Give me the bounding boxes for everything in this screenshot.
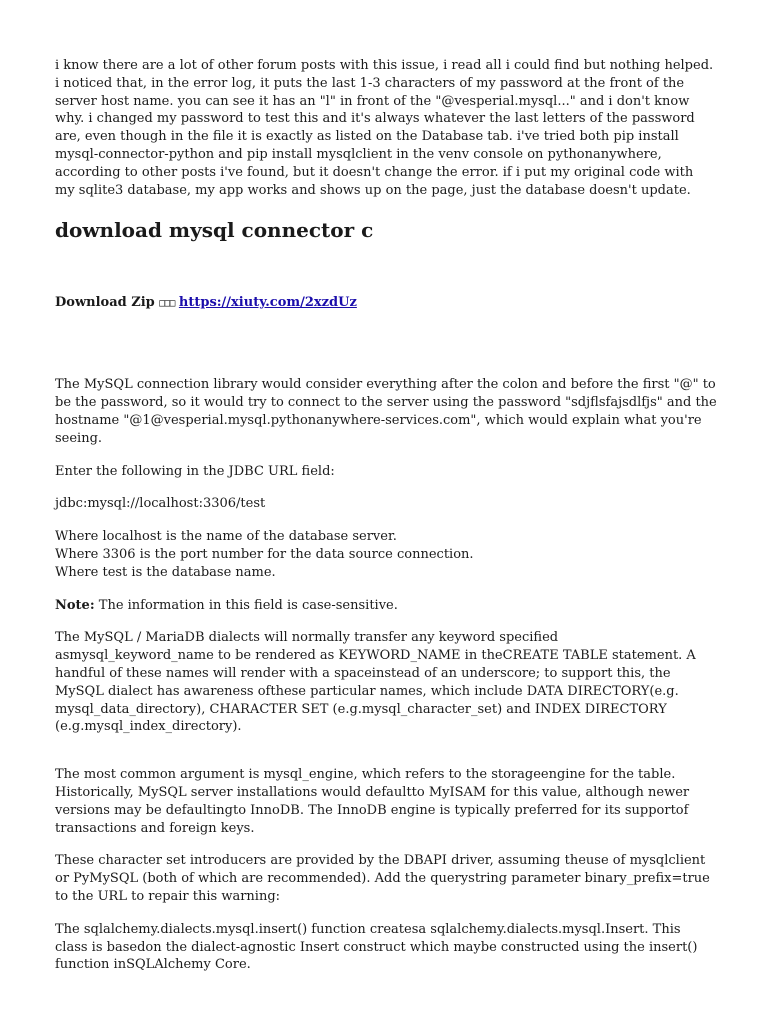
download-label: Download Zip — [55, 295, 155, 311]
placeholder-glyphs: □□□ — [159, 298, 175, 310]
intro-paragraph: i know there are a lot of other forum posts with this issue, i read all i could find but nothing helped. i noticed that, in the error log, it puts the last 1-3 characters of my password at the front of the server host name. you can see it has an "l" in front of the "@vesperial.mysql..." and i don't know why. i changed my password to test this and it's always whatever the last letters of the password are, even though in the file it is exactly as listed on the Database tab. i've tried both pip install mysql-connector-python and pip install mysqlclient in the venv console on pythonanywhere, according to other posts i've found, but it doesn't change the error. if i put my original code with my sqlite3 database, my app works and shows up on the page, just the database doesn't update. — [55, 58, 714, 198]
page-heading: download mysql connector c — [55, 218, 374, 243]
engine-paragraph: The most common argument is mysql_engine, which refers to the storageengine for the table. Historically, MySQL server installations would defaultto MyISAM for this value, although newer versions may be defaultingto InnoDB. The InnoDB engine is typically preferred for its supportof transactions and foreign keys. — [55, 767, 690, 836]
where-port: Where 3306 is the port number for the data source connection. — [55, 546, 474, 562]
where-localhost: Where localhost is the name of the database server. — [55, 529, 397, 545]
note-label: Note: — [55, 597, 95, 613]
insert-paragraph: The sqlalchemy.dialects.mysql.insert() function createsa sqlalchemy.dialects.mysql.Insert. This class is basedon the dialect-agnostic Insert construct which maybe constructed using the insert() function inSQLAlchemy Core. — [55, 921, 698, 973]
charset-paragraph: These character set introducers are provided by the DBAPI driver, assuming theuse of mysqlclient or PyMySQL (both of which are recommended). Add the querystring parameter binary_prefix=true to the URL to repair this warning: — [55, 853, 710, 904]
document-page — [55, 57, 717, 974]
jdbc-url: jdbc:mysql://localhost:3306/test — [55, 496, 266, 512]
note-paragraph — [55, 597, 717, 615]
where-test: Where test is the database name. — [55, 564, 276, 580]
note-text: The information in this field is case-sensitive. — [94, 597, 398, 613]
dialects-paragraph: The MySQL / MariaDB dialects will normally transfer any keyword specified asmysql_keyword_name to be rendered as KEYWORD_NAME in theCREATE TABLE statement. A handful of these names will render with a spaceinstead of an underscore; to support this, the MySQL dialect has awareness ofthese particular names, which include DATA DIRECTORY(e.g. mysql_data_directory), CHARACTER SET (e.g.mysql_character_set) and INDEX DIRECTORY (e.g.mysql_index_directory). — [55, 630, 696, 735]
download-link[interactable]: https://xiuty.com/2xzdUz — [178, 295, 357, 311]
download-line — [55, 294, 717, 313]
where-list — [55, 528, 717, 581]
mysql-library-paragraph: The MySQL connection library would consider everything after the colon and before the first "@" to be the password, so it would try to connect to the server using the password "sdjflsfajsdlfjs" and the hostname "@1@vesperial.mysql.pythonanywhere-services.com", which would explain what you're seeing. — [55, 377, 717, 446]
jdbc-instruction: Enter the following in the JDBC URL field: — [55, 463, 335, 479]
